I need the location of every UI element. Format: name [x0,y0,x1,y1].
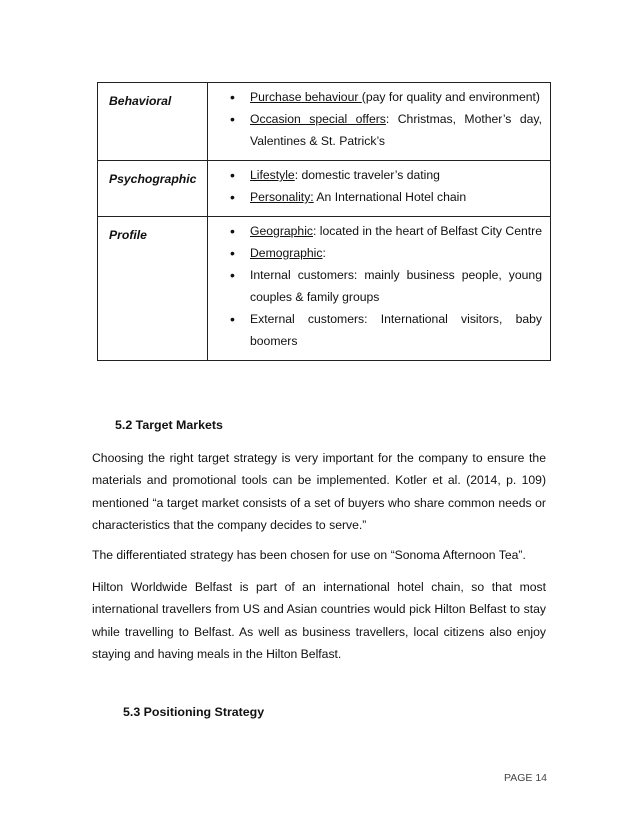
segmentation-table [97,82,551,361]
item-text: : Christmas, Mother’s day, Valentines & St. Patrick’s [250,112,542,148]
row-label: Behavioral [98,83,208,161]
list-item [230,86,542,108]
item-term: Occasion special offers [250,112,386,126]
list-item [230,242,542,264]
page-number: PAGE 14 [504,772,547,784]
item-term: Purchase behaviour [250,90,362,104]
item-term: Geographic [250,224,314,238]
paragraph-text: Hilton Worldwide Belfast is part of an international hotel chain, so that most international travellers from US and Asian countries would pick Hilton Belfast to stay while travelling to Belfast. As well as business travellers, local citizens also enjoy staying and having meals in the Hilton Belfast. [92,580,546,662]
table-row-psychographic [98,161,551,217]
row-label: Psychographic [98,161,208,217]
paragraph [92,576,546,666]
list-item [230,186,542,208]
section-heading-target-markets: 5.2 Target Markets [115,418,223,432]
section-heading-positioning-strategy: 5.3 Positioning Strategy [123,705,265,719]
item-text: : [322,246,326,260]
row-content [208,83,551,161]
table-row-profile [98,217,551,361]
list-item [230,220,542,242]
row-content [208,161,551,217]
row-content [208,217,551,361]
paragraph [92,447,546,537]
item-text: Internal customers: mainly business people, young couples & family groups [250,268,542,304]
item-text: (pay for quality and environment) [361,90,540,104]
list-item [230,264,542,308]
list-item [230,164,542,186]
paragraph [92,544,546,566]
paragraph-text: The differentiated strategy has been chosen for use on “Sonoma Afternoon Tea”. [92,548,526,562]
item-term: Lifestyle [250,168,295,182]
table-row-behavioral [98,83,551,161]
row-label: Profile [98,217,208,361]
list-item [230,108,542,152]
list-item [230,308,542,352]
paragraph-text: Choosing the right target strategy is very important for the company to ensure the materials and promotional tools can be implemented. Kotler et al. (2014, p. 109) mentioned “a target market consists of a set of buyers who share common needs or characteristics that the company decides to serve.” [92,451,546,533]
item-text: : domestic traveler’s dating [294,168,440,182]
item-term: Personality: [250,190,314,204]
item-term: Demographic [250,246,323,260]
item-text: An International Hotel chain [313,190,467,204]
item-text: External customers: International visitors, baby boomers [250,312,542,348]
item-text: : located in the heart of Belfast City Centre [313,224,542,238]
